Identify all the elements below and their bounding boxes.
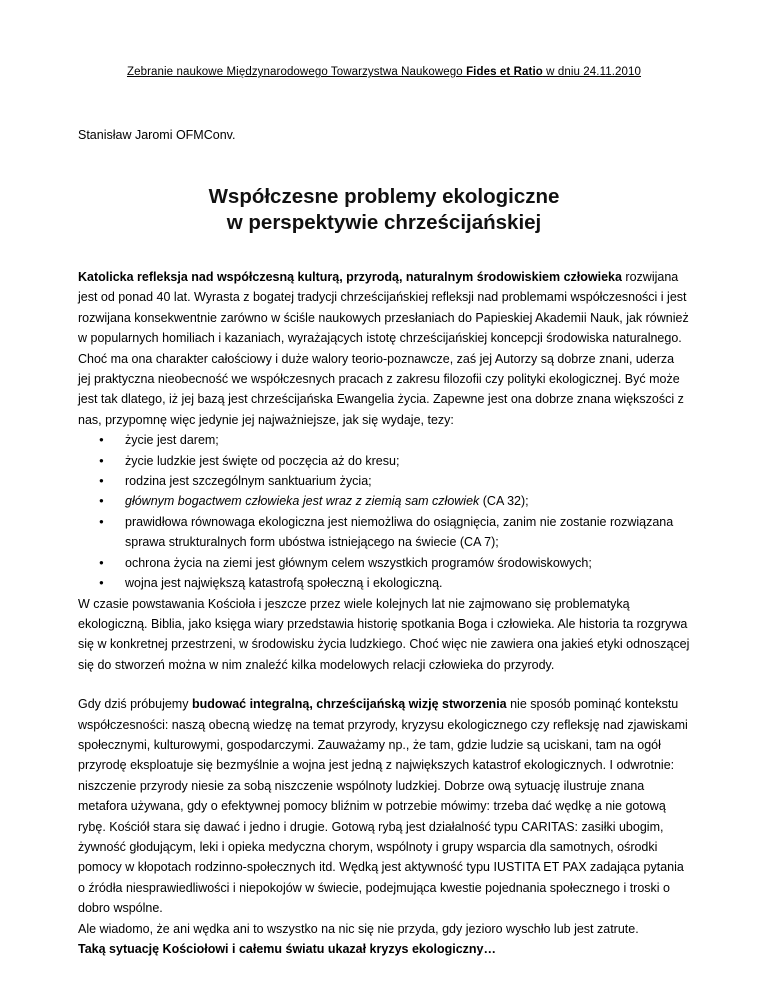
title-line-2: w perspektywie chrześcijańskiej	[226, 211, 542, 234]
list-item: ● ochrona życia na ziemi jest głównym celem wszystkich programów środowiskowych;	[125, 553, 690, 573]
paragraph-3-lead: Gdy dziś próbujemy	[78, 697, 192, 712]
list-item: ● życie ludzkie jest święte od poczęcia aż do kresu;	[125, 451, 690, 471]
paragraph-1-text: rozwijana jest od ponad 40 lat. Wyrasta z bogatej tradycji chrześcijańskiej refleksji nad problemami współczesności i jest rozwijana konsekwentnie zarówno w ściśle naukowych przesłaniach do Papieskiej Akademii Nauk, jak również w popularnych homiliach i kazaniach, wyrażających istotę chrześcijańskiej koncepcji środowiska naturalnego. Choć ma ona charakter całościowy i duże walory teorio-poznawcze, zaś jej Autorzy są dobrze znani, uderza jej praktyczna nieobecność we współczesnych pracach z zakresu filozofii czy polityki ekologicznej. Być może jest tak dlatego, iż jej bazą jest chrześcijańska Ewangelia życia. Zapewne jest ona dobrze znana większości z nas, przypomnę więc jedynie jej najważniejsze, jak się wydaje, tezy:	[78, 270, 689, 427]
list-item	[125, 491, 690, 511]
list-item: ● prawidłowa równowaga ekologiczna jest niemożliwa do osiągnięcia, zanim nie zostanie rozwiązana sprawa strukturalnych form ubóstwa istniejącego na świecie (CA 7);	[125, 512, 690, 553]
paragraph-4: Ale wiadomo, że ani wędka ani to wszystko na nic się nie przyda, gdy jezioro wyschło lub jest zatrute.	[78, 921, 639, 936]
paragraph-1	[78, 267, 690, 430]
paragraph-1-bold-lead: Katolicka refleksja nad współczesną kulturą, przyrodą, naturalnym środowiskiem człowieka	[78, 270, 622, 284]
thesis-ref: (CA 32);	[479, 494, 529, 509]
header-org: Fides et Ratio	[466, 66, 543, 78]
page-title	[78, 184, 690, 236]
paragraph-5: Taką sytuację Kościołowi i całemu światu ukazał kryzys ekologiczny…	[78, 942, 496, 956]
list-item: ● życie jest darem;	[125, 430, 690, 450]
paragraph-3	[78, 694, 690, 918]
list-item: ● rodzina jest szczególnym sanktuarium życia;	[125, 471, 690, 491]
list-item: ● wojna jest największą katastrofą społeczną i ekologiczną.	[125, 573, 690, 593]
header-suffix: w dniu 24.11.2010	[542, 66, 642, 78]
thesis-italic: głównym bogactwem człowieka jest wraz z ziemią sam człowiek	[125, 494, 480, 509]
header-prefix: Zebranie naukowe Międzynarodowego Towarzystwa Naukowego	[126, 66, 467, 78]
paragraph-2: W czasie powstawania Kościoła i jeszcze przez wiele kolejnych lat nie zajmowano się problematyką ekologiczną. Biblia, jako księga wiary przedstawia historię spotkania Boga i człowieka. Ale historia ta rozgrywa się w konkretnej przestrzeni, w środowisku życia ludzkiego. Choć więc nie zawiera ona jakieś etyki odnoszącej się do stworzeń można w nim znaleźć kilka modelowych relacji człowieka do przyrody.	[78, 596, 690, 672]
paragraph-3-text: nie sposób pominąć kontekstu współczesności: naszą obecną wiedzę na temat przyrody, kryzysu ekologicznego czy refleksję nad zjawiskami społecznymi, kulturowymi, gospodarczymi. Zauważamy np., że tam, gdzie ludzie są uciskani, tam na ogół przyrodę eksploatuje się bezmyślnie a wojna jest jedną z największych katastrof ekologicznych. I odwrotnie: niszczenie przyrody niesie za sobą niszczenie wspólnoty ludzkiej. Dobrze ową sytuację ilustruje znana metafora używana, gdy o efektywnej pomocy bliźnim w potrzebie mówimy: trzeba dać wędkę a nie gotową rybę. Kościół stara się dawać i jedno i drugie. Gotową rybą jest działalność typu CARITAS: zasiłki ubogim, żywność głodującym, leki i opieka medyczna chorym, wspólnoty i grupy wsparcia dla samotnych, ośrodki pomocy w kłopotach rodzinno-społecznych itd. Wędką jest aktywność typu IUSTITA ET PAX zadająca pytania o źródła niesprawiedliwości i niepokojów w świecie, podejmująca kwestie pojednania społecznego i troski o dobro wspólne.	[78, 697, 688, 916]
meeting-header	[78, 66, 690, 78]
title-line-1: Współczesne problemy ekologiczne	[208, 185, 560, 208]
author-line: Stanisław Jaromi OFMConv.	[78, 128, 236, 142]
paragraph-3-bold: budować integralną, chrześcijańską wizję stworzenia	[191, 697, 507, 712]
theses-list	[78, 430, 690, 593]
